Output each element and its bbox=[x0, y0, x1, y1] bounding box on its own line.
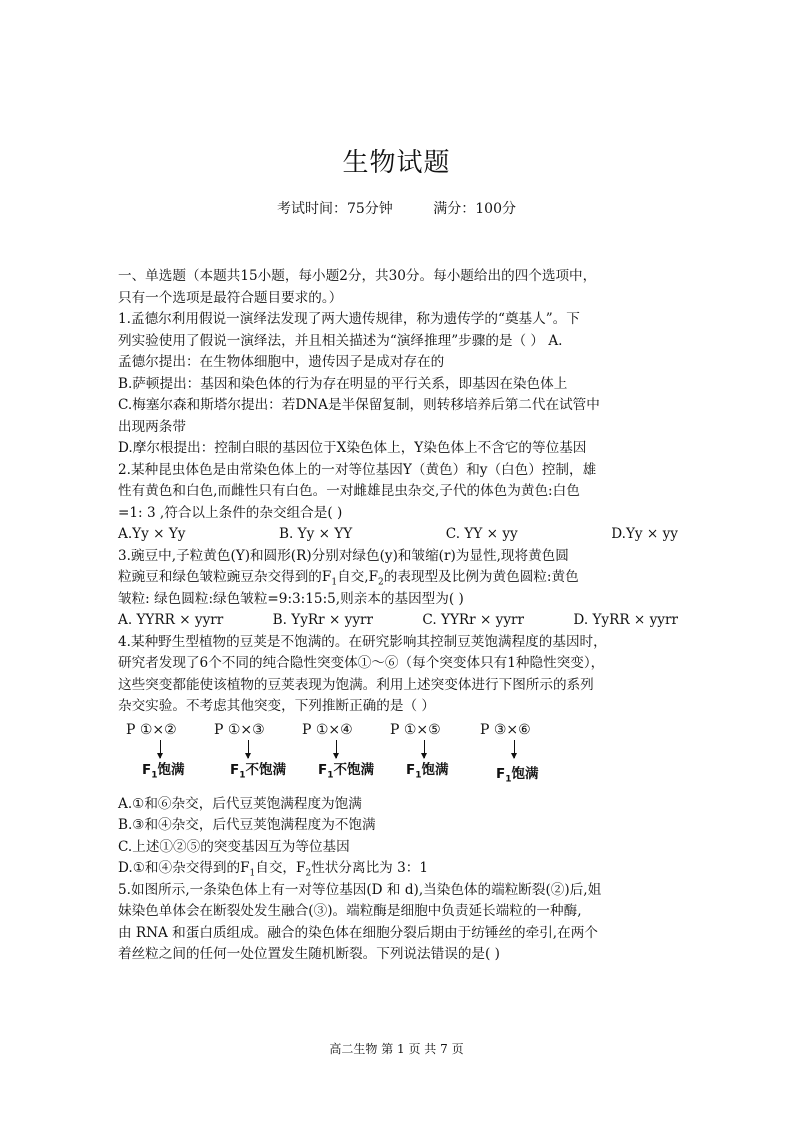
q1-option-d: D.摩尔根提出：控制白眼的基因位于X染色体上，Y染色体上不含它的等位基因 bbox=[118, 440, 587, 456]
q3-line: 3.豌豆中,子粒黄色(Y)和圆形(R)分别对绿色(y)和皱缩(r)为显性,现将黄色圆 bbox=[118, 547, 569, 564]
q2-option-a: A.Yy × Yy bbox=[118, 526, 186, 542]
q5-line: 5.如图所示,一条染色体上有一对等位基因(D 和 d),当染色体的端粒断裂(②)后,姐 bbox=[118, 881, 602, 898]
arrow-icon bbox=[424, 740, 425, 758]
question-body bbox=[118, 266, 678, 966]
q3-line: 粒豌豆和绿色皱粒豌豆杂交得到的$F_1$自交$,F_2$的表现型及比例为黄色圆粒:黄色 bbox=[118, 569, 579, 588]
q2-line: 性有黄色和白色,而雌性只有白色。一对雌雄昆虫杂交,子代的体色为黄色:白色 bbox=[118, 483, 580, 499]
arrow-icon bbox=[248, 740, 249, 758]
cross-1: P ①×② $F_1$饱满 bbox=[126, 721, 185, 781]
arrow-icon bbox=[160, 740, 161, 758]
q4-option-a: A.①和⑥杂交，后代豆荚饱满程度为饱满 bbox=[118, 795, 362, 812]
exam-time: 考试时间：75分钟 bbox=[276, 201, 393, 217]
q2-line: =1: 3 ,符合以上条件的杂交组合是( ) bbox=[118, 504, 343, 521]
page-footer: 高二生物 第 1 页 共 7 页 bbox=[329, 1042, 464, 1056]
section-heading: 一、单选题（本题共15小题，每小题2分，共30分。每小题给出的四个选项中， bbox=[118, 268, 597, 284]
q2-option-b: B. Yy × YY bbox=[279, 526, 353, 542]
q4-line: 研究者发现了6个不同的纯合隐性突变体①～⑥（每个突变体只有1种隐性突变）， bbox=[118, 655, 605, 671]
q3-option-a: A. YYRR × yyrr bbox=[118, 612, 224, 628]
q1-line: 1.孟德尔利用假说一演绎法发现了两大遗传规律，称为遗传学的“奠基人”。下 bbox=[118, 311, 580, 327]
page-title: 生物试题 bbox=[342, 148, 451, 178]
exam-score: 满分：100分 bbox=[433, 201, 516, 217]
q2-option-c: C. YY × yy bbox=[445, 526, 518, 542]
q3-option-d: D. YyRR × yyrr bbox=[573, 612, 678, 628]
cross-diagram bbox=[118, 718, 678, 794]
q1-line: 出现两条带 bbox=[118, 418, 186, 435]
q1-line: 列实验使用了假说一演绎法，并且相关描述为“演绎推理”步骤的是（ ） A. bbox=[118, 332, 563, 349]
q5-line: 妹染色单体会在断裂处发生融合(③)。端粒酶是细胞中负责延长端粒的一种酶, bbox=[118, 903, 582, 919]
q3-line: 皱粒: 绿色圆粒:绿色皱粒=9:3:15:5,则亲本的基因型为( ) bbox=[118, 590, 464, 607]
q3-option-c: C. YYRr × yyrr bbox=[422, 612, 525, 628]
q2-line: 2.某种昆虫体色是由常染色体上的一对等位基因Y（黄色）和y（白色）控制，雄 bbox=[118, 461, 597, 478]
q4-option-d: D.①和④杂交得到的$F_1$自交，$F_2$性状分离比为 3：1 bbox=[118, 860, 428, 879]
q1-line: 孟德尔提出：在生物体细胞中，遗传因子是成对存在的 bbox=[118, 354, 445, 370]
q2-option-d: D.Yy × yy bbox=[611, 526, 678, 542]
arrow-icon bbox=[514, 740, 515, 758]
q2-options bbox=[118, 524, 678, 546]
arrow-icon bbox=[336, 740, 337, 758]
cross-4: P ①×⑤ $F_1$饱满 bbox=[390, 721, 449, 781]
q4-line: 这些突变都能使该植物的豆荚表现为饱满。利用上述突变体进行下图所示的系列 bbox=[118, 676, 594, 693]
q4-line: 4.某种野生型植物的豆荚是不饱满的。在研究影响其控制豆荚饱满程度的基因时， bbox=[118, 633, 607, 650]
q4-line: 杂交实验。不考虑其他突变，下列推断正确的是（ ） bbox=[118, 698, 435, 714]
q3-option-b: B. YyRr × yyrr bbox=[272, 612, 374, 628]
q5-line: 由 RNA 和蛋白质组成。融合的染色体在细胞分裂后期由于纺锤丝的牵引,在两个 bbox=[118, 924, 598, 941]
q1-option-c: C.梅塞尔森和斯塔尔提出：若DNA是半保留复制，则转移培养后第二代在试管中 bbox=[118, 397, 600, 413]
section-heading: 只有一个选项是最符合题目要求的。） bbox=[118, 289, 343, 306]
q1-option-b: B.萨顿提出：基因和染色体的行为存在明显的平行关系，即基因在染色体上 bbox=[118, 375, 568, 392]
exam-info bbox=[0, 198, 793, 218]
q4-option-b: B.③和④杂交，后代豆荚饱满程度为不饱满 bbox=[118, 817, 376, 833]
cross-2: P ①×③ $F_1$不饱满 bbox=[214, 721, 286, 781]
cross-3: P ①×④ $F_1$不饱满 bbox=[302, 721, 374, 781]
cross-5: P ③×⑥ $F_1$饱满 bbox=[480, 721, 539, 785]
q5-line: 着丝粒之间的任何一处位置发生随机断裂。下列说法错误的是( ) bbox=[118, 946, 500, 962]
q4-option-c: C.上述①②⑤的突变基因互为等位基因 bbox=[118, 838, 350, 855]
q3-options bbox=[118, 610, 678, 632]
